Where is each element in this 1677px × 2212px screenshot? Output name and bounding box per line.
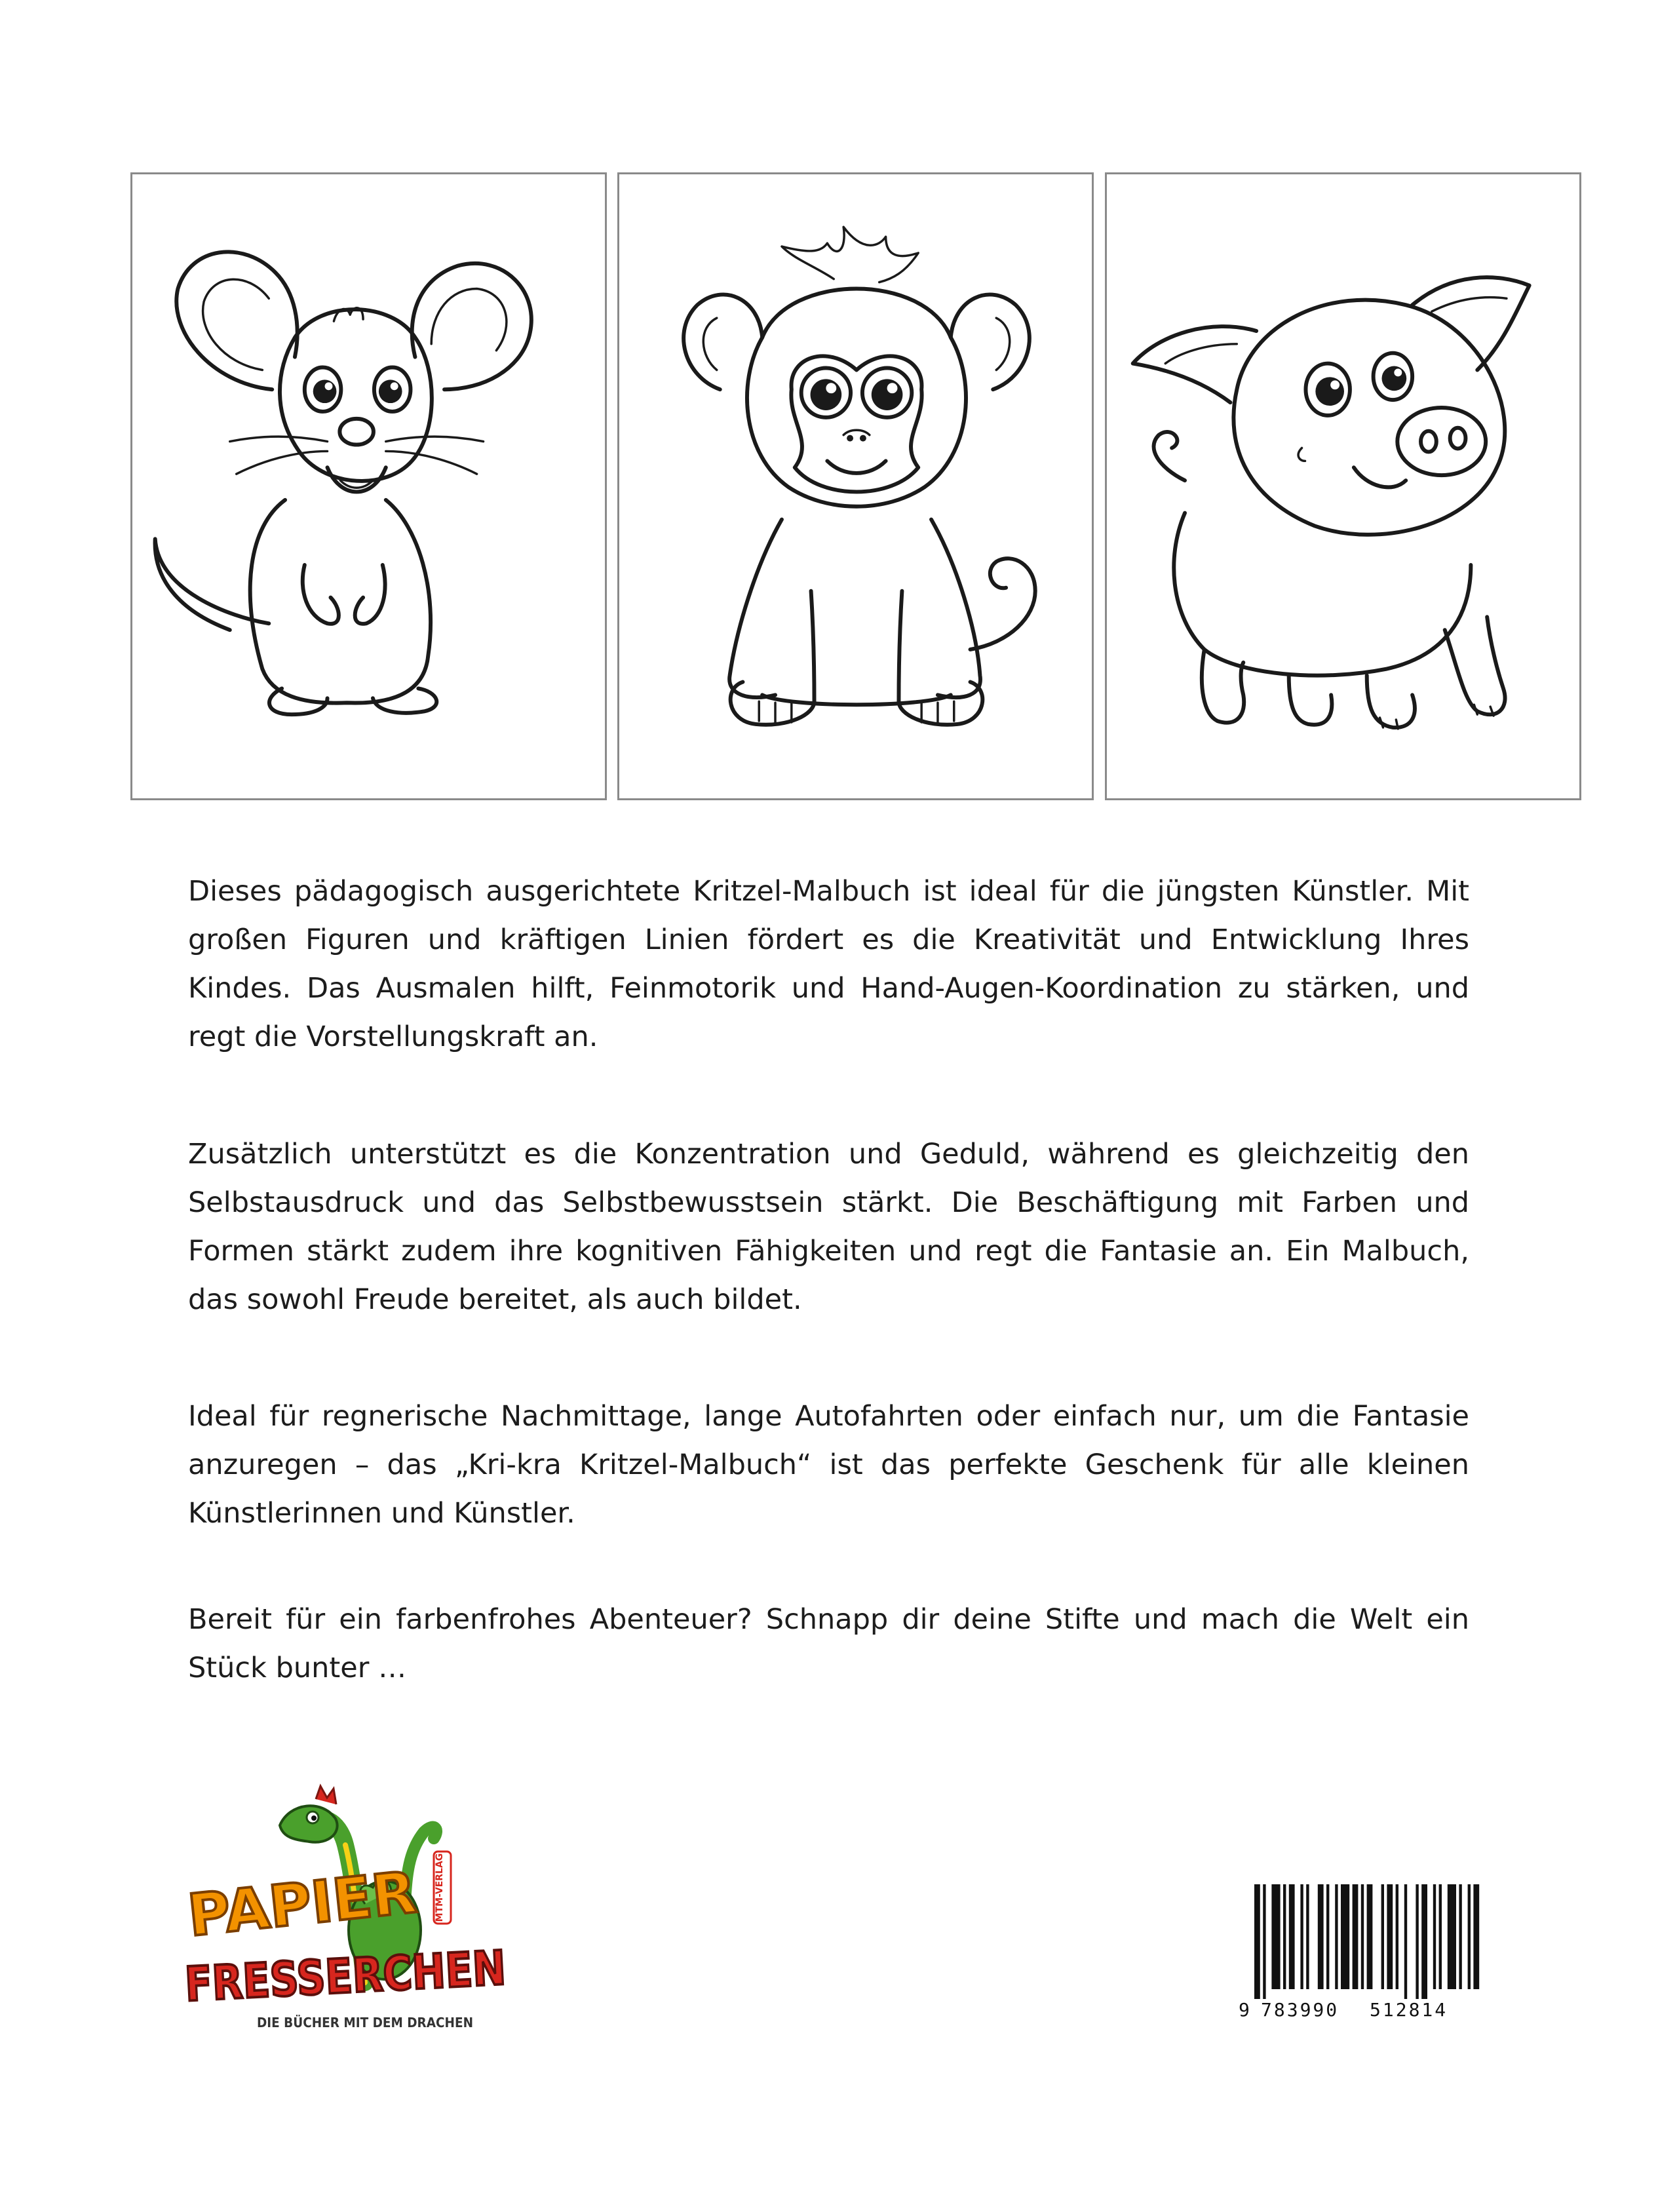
- logo-line-1: PAPIER: [184, 1858, 420, 1950]
- paragraph-text: Dieses pädagogisch ausgerichtete Kritzel-Malbuch ist ideal für die jüngsten Künstler. Mit großen Figuren und kräftigen Linien fördert es die Kreativität und Entwicklung Ihres Kindes. Das Ausmalen hilft, Feinmotorik und Hand-Augen-Koordination zu stärken, und regt die Vorstellungskraft an.: [188, 875, 1469, 1053]
- barcode-bar: [1416, 1884, 1418, 1999]
- barcode-bar: [1283, 1884, 1286, 1989]
- barcode-bars-icon: [1239, 1884, 1482, 1999]
- barcode-bar: [1367, 1884, 1373, 1989]
- isbn-digits: [1239, 1999, 1482, 2027]
- barcode-bar: [1459, 1884, 1461, 1989]
- logo-tagline: DIE BÜCHER MIT DEM DRACHEN: [257, 2015, 473, 2030]
- barcode-bar: [1318, 1884, 1324, 1989]
- monkey-drawing: [619, 174, 1092, 798]
- isbn-barcode: [1239, 1884, 1482, 2028]
- dragon-logo-icon: [182, 1766, 568, 2042]
- barcode-bar: [1439, 1884, 1442, 1989]
- isbn-left-group: 783990: [1261, 1999, 1340, 2021]
- isbn-lead-digit: 9: [1239, 1999, 1252, 2021]
- publisher-logo: [182, 1766, 568, 2042]
- barcode-bar: [1448, 1884, 1456, 1989]
- barcode-bar: [1396, 1884, 1398, 1989]
- barcode-bar: [1289, 1884, 1295, 1989]
- barcode-bar: [1404, 1884, 1407, 1999]
- barcode-bar: [1361, 1884, 1364, 1989]
- barcode-bar: [1353, 1884, 1359, 1989]
- barcode-bar: [1306, 1884, 1309, 1989]
- paragraph-text: Zusätzlich unterstützt es die Konzentration und Geduld, während es gleichzeitig den Selbstausdruck und das Selbstbewusstsein stärkt. Die Beschäftigung mit Farben und Formen stärkt zudem ihre kognitiven Fähigkeiten und regt die Fantasie an. Ein Malbuch, das sowohl Freude bereitet, als auch bildet.: [188, 1138, 1469, 1316]
- mouse-illustration-frame: [130, 172, 607, 800]
- barcode-bar: [1254, 1884, 1260, 1999]
- logo-line-2: FRESSERCHEN: [183, 1937, 568, 2012]
- barcode-bar: [1341, 1884, 1349, 1989]
- pig-drawing: [1107, 174, 1579, 798]
- barcode-bar: [1300, 1884, 1303, 1989]
- logo-badge-text: MTM-VERLAG: [434, 1853, 445, 1922]
- barcode-bar: [1326, 1884, 1329, 1989]
- description-paragraph-3: [188, 1392, 1469, 1538]
- barcode-bar: [1387, 1884, 1393, 1989]
- description-paragraph-2: [188, 1130, 1469, 1324]
- monkey-illustration-frame: [617, 172, 1094, 800]
- pig-illustration-frame: [1105, 172, 1581, 800]
- paragraph-text: Ideal für regnerische Nachmittage, lange Autofahrten oder einfach nur, um die Fantasie anzuregen – das „Kri-kra Kritzel-Malbuch“ ist das perfekte Geschenk für alle kleinen Künstlerinnen und Künstler.: [188, 1400, 1469, 1530]
- barcode-bar: [1421, 1884, 1427, 1999]
- isbn-right-group: 512814: [1370, 1999, 1448, 2021]
- description-paragraph-1: [188, 867, 1469, 1061]
- mouse-drawing: [132, 174, 605, 798]
- barcode-bar: [1271, 1884, 1280, 1989]
- barcode-bar: [1433, 1884, 1436, 1989]
- barcode-bar: [1473, 1884, 1479, 1989]
- barcode-bar: [1263, 1884, 1265, 1999]
- barcode-bar: [1468, 1884, 1471, 1989]
- description-paragraph-4: [188, 1595, 1469, 1692]
- barcode-bar: [1335, 1884, 1338, 1989]
- paragraph-text: Bereit für ein farbenfrohes Abenteuer? Schnapp dir deine Stifte und mach die Welt ein Stück bunter …: [188, 1603, 1469, 1684]
- barcode-bar: [1381, 1884, 1384, 1989]
